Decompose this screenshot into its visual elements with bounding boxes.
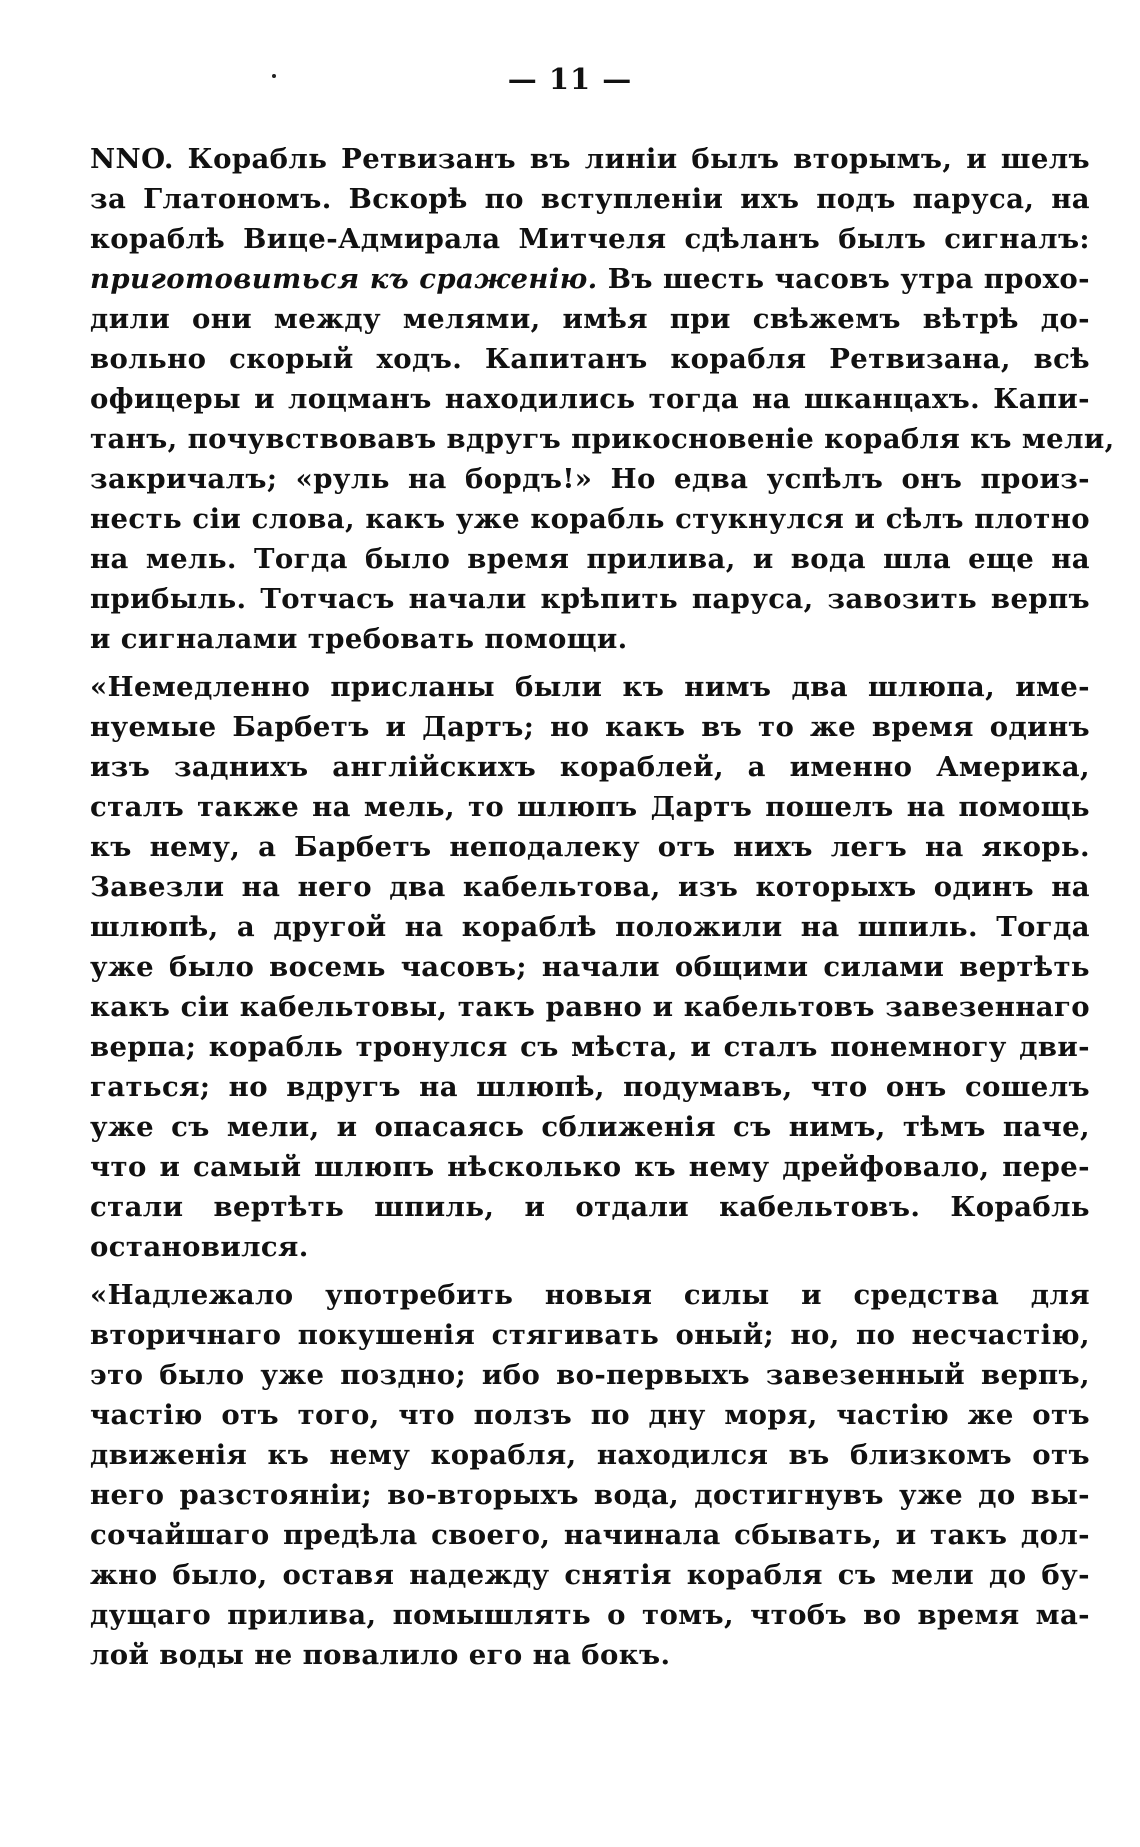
text-line: шлюпѣ, а другой на кораблѣ положили на шпиль. Тогда — [90, 911, 1090, 943]
text-line: «Немедленно присланы были къ нимъ два шлюпа, име- — [90, 671, 1090, 703]
text-line: изъ заднихъ англійскихъ кораблей, а именно Америка, — [90, 751, 1090, 783]
text-line: жно было, оставя надежду снятія корабля съ мели до бу- — [90, 1559, 1090, 1591]
text-line: дущаго прилива, помышлять о томъ, чтобъ во время ма- — [90, 1599, 1090, 1631]
text-line: танъ, почувствовавъ вдругъ прикосновеніе корабля къ мели, — [90, 423, 1115, 455]
text-line: и сигналами требовать помощи. — [90, 623, 628, 655]
text-line: прибыль. Тотчасъ начали крѣпить паруса, завозить верпъ — [90, 583, 1090, 615]
paragraph-1 — [90, 139, 1115, 659]
text-line: частію отъ того, что ползъ по дну моря, частію же отъ — [90, 1399, 1090, 1431]
text-line: остановился. — [90, 1231, 309, 1263]
text-line: что и самый шлюпъ нѣсколько къ нему дрейфовало, пере- — [90, 1151, 1090, 1183]
text-line: «Надлежало употребить новыя силы и средства для — [90, 1279, 1090, 1311]
text-line: верпа; корабль тронулся съ мѣста, и сталъ понемногу дви- — [90, 1031, 1090, 1063]
text-line: дили они между мелями, имѣя при свѣжемъ вѣтрѣ до- — [90, 303, 1090, 335]
text-line: вольно скорый ходъ. Капитанъ корабля Ретвизана, всѣ — [90, 343, 1090, 375]
text-line: Завезли на него два кабельтова, изъ которыхъ одинъ на — [90, 871, 1090, 903]
text-line: лой воды не повалило его на бокъ. — [90, 1639, 671, 1671]
paragraph-2 — [90, 667, 1090, 1267]
paragraph-3 — [90, 1275, 1090, 1675]
text-line: нуемые Барбетъ и Дартъ; но какъ въ то же время одинъ — [90, 711, 1090, 743]
text-line: несть сіи слова, какъ уже корабль стукнулся и сѣлъ плотно — [90, 503, 1090, 535]
text-line: это было уже поздно; ибо во-первыхъ завезенный верпъ, — [90, 1359, 1090, 1391]
text-line: NNO. Корабль Ретвизанъ въ линіи былъ вторымъ, и шелъ — [90, 143, 1090, 175]
text-line: него разстояніи; во-вторыхъ вода, достигнувъ уже до вы- — [90, 1479, 1090, 1511]
text-line: къ нему, а Барбетъ неподалеку отъ нихъ легъ на якорь. — [90, 831, 1090, 863]
text-line: движенія къ нему корабля, находился въ близкомъ отъ — [90, 1439, 1090, 1471]
text-line: офицеры и лоцманъ находились тогда на шканцахъ. Капи- — [90, 383, 1090, 415]
text-line: за Глатономъ. Вскорѣ по вступленіи ихъ подъ паруса, на — [90, 183, 1090, 215]
text-line: стали вертѣть шпиль, и отдали кабельтовъ. Корабль — [90, 1191, 1090, 1223]
print-speck — [272, 74, 276, 78]
text-line: сталъ также на мель, то шлюпъ Дартъ пошелъ на помощь — [90, 791, 1090, 823]
text-line: на мель. Тогда было время прилива, и вода шла еще на — [90, 543, 1090, 575]
page-number: — 11 — — [507, 62, 633, 96]
text-line: сочайшаго предѣла своего, начинала сбывать, и такъ дол- — [90, 1519, 1090, 1551]
text-line: кораблѣ Вице-Адмирала Митчеля сдѣланъ былъ сигналъ: — [90, 223, 1090, 255]
text-line: закричалъ; «руль на бордъ!» Но едва успѣлъ онъ произ- — [90, 463, 1090, 495]
text-line-with-italic: приготовиться къ сраженію. Въ шесть часовъ утра прохо- — [90, 263, 1090, 295]
italic-phrase: приготовиться къ сраженію. — [90, 263, 598, 295]
text-line: гаться; но вдругъ на шлюпѣ, подумавъ, что онъ сошелъ — [90, 1071, 1090, 1103]
text-line: уже съ мели, и опасаясь сближенія съ нимъ, тѣмъ паче, — [90, 1111, 1090, 1143]
page-body-text — [90, 139, 1115, 1675]
text-line: какъ сіи кабельтовы, такъ равно и кабельтовъ завезеннаго — [90, 991, 1090, 1023]
text-line: уже было восемь часовъ; начали общими силами вертѣть — [90, 951, 1090, 983]
text-line: вторичнаго покушенія стягивать оный; но, по несчастію, — [90, 1319, 1090, 1351]
